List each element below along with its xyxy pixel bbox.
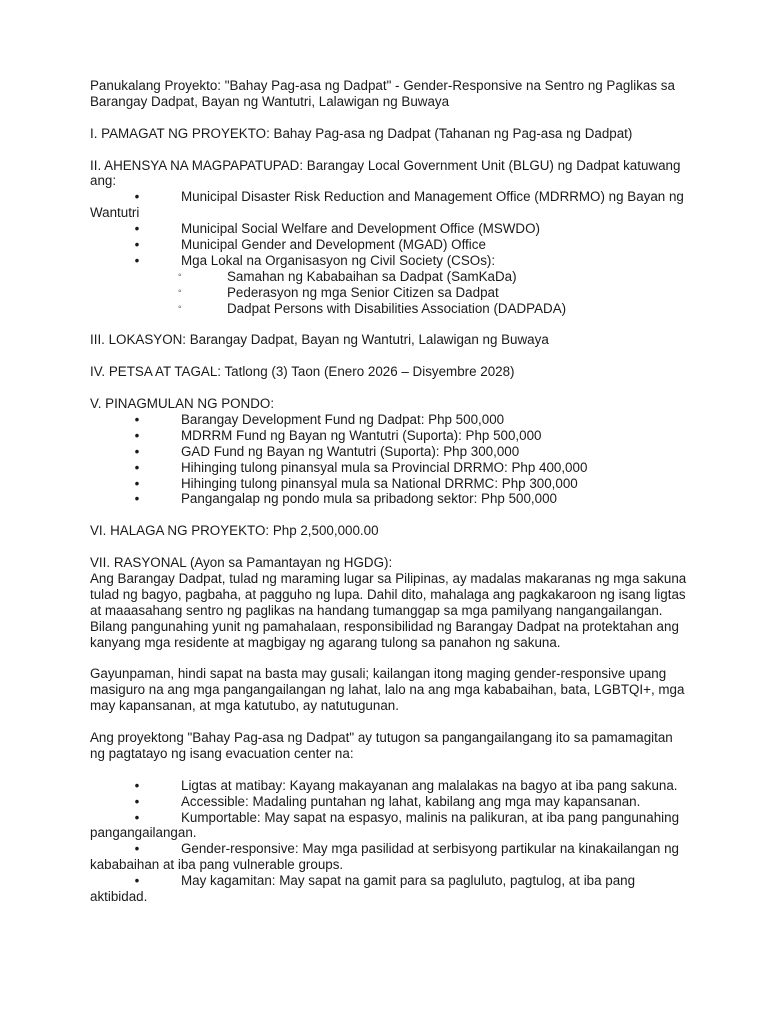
list-item — [90, 428, 690, 444]
bullet-icon: • — [134, 459, 140, 475]
list-item-text: Municipal Gender and Development (MGAD) Office — [181, 237, 486, 253]
list-item — [90, 794, 690, 810]
list-item-text: Kumportable: May sapat na espasyo, malinis na palikuran, at iba pang pangunahing pangangailangan. — [90, 809, 680, 841]
section-pondo-heading: V. PINAGMULAN NG PONDO: — [90, 396, 275, 412]
list-item-text: Mga Lokal na Organisasyon ng Civil Society (CSOs): — [181, 252, 496, 268]
list-item — [90, 491, 690, 507]
list-item-text: Municipal Disaster Risk Reduction and Management Office (MDRRMO) ng Bayan ng Wantutri — [90, 189, 684, 221]
list-item-text: Barangay Development Fund ng Dadpat: Php 500,000 — [181, 411, 505, 427]
list-item — [90, 221, 690, 237]
bullet-icon: • — [134, 411, 140, 427]
rasyonal-paragraph-2: Gayunpaman, hindi sapat na basta may gusali; kailangan itong maging gender-responsive upang masiguro na ang mga pangangailangan ng lahat, lalo na ang mga kababaihan, bata, LGBTQI+, mga may kapansanan, at mga katutubo, ay natutugunan. — [90, 666, 689, 714]
list-item-text: Gender-responsive: May mga pasilidad at serbisyong partikular na kinakailangan ng kababaihan at iba pang vulnerable groups. — [90, 841, 679, 873]
list-item — [90, 873, 690, 905]
list-item — [90, 444, 690, 460]
list-item — [90, 189, 690, 221]
bullet-icon: • — [134, 809, 140, 825]
list-item — [90, 237, 690, 253]
list-item-text: Hihinging tulong pinansyal mula sa National DRRMC: Php 300,000 — [181, 475, 578, 491]
bullet-icon: • — [134, 777, 140, 793]
sub-list-item-text: Samahan ng Kababaihan sa Dadpat (SamKaDa) — [227, 268, 517, 284]
list-item — [90, 460, 690, 476]
list-item-text: Ligtas at matibay: Kayang makayanan ang malalakas na bagyo at iba pang sakuna. — [181, 777, 678, 793]
section-pamagat: I. PAMAGAT NG PROYEKTO: Bahay Pag-asa ng Dadpat (Tahanan ng Pag-asa ng Dadpat) — [90, 125, 633, 141]
list-item — [90, 476, 690, 492]
sub-list-item — [90, 301, 690, 317]
bullet-icon: • — [134, 189, 140, 205]
list-item-text: May kagamitan: May sapat na gamit para sa pagluluto, pagtulog, at iba pang aktibidad. — [90, 873, 636, 905]
rasyonal-paragraph-3: Ang proyektong "Bahay Pag-asa ng Dadpat" ay tutugon sa pangangailangang ito sa pamamagitan ng pagtatayo ng isang evacuation center na: — [90, 730, 677, 761]
section-lokasyon: III. LOKASYON: Barangay Dadpat, Bayan ng Wantutri, Lalawigan ng Buwaya — [90, 332, 549, 348]
list-item-text: Hihinging tulong pinansyal mula sa Provincial DRRMO: Php 400,000 — [181, 459, 588, 475]
bullet-icon: • — [134, 221, 140, 237]
list-item — [90, 810, 690, 842]
hollow-bullet-icon: ◦ — [178, 285, 182, 297]
document-title: Panukalang Proyekto: "Bahay Pag-asa ng Dadpat" - Gender-Responsive na Sentro ng Paglikas sa Barangay Dadpat, Bayan ng Wantutri, Lalawigan ng Buwaya — [90, 78, 679, 109]
section-ahensya-heading: II. AHENSYA NA MAGPAPATUPAD: Barangay Local Government Unit (BLGU) ng Dadpat katuwang ang: — [90, 157, 685, 189]
hollow-bullet-icon: ◦ — [178, 269, 182, 281]
hollow-bullet-icon: ◦ — [178, 301, 182, 313]
bullet-icon: • — [134, 841, 140, 857]
list-item — [90, 412, 690, 428]
sub-list-item-text: Dadpat Persons with Disabilities Association (DADPADA) — [227, 300, 567, 316]
document-body — [90, 78, 690, 905]
bullet-icon: • — [134, 491, 140, 507]
list-item — [90, 778, 690, 794]
sub-list-item-text: Pederasyon ng mga Senior Citizen sa Dadpat — [227, 284, 499, 300]
bullet-icon: • — [134, 252, 140, 268]
bullet-icon: • — [134, 793, 140, 809]
list-item-text: GAD Fund ng Bayan ng Wantutri (Suporta): Php 300,000 — [181, 443, 520, 459]
list-item — [90, 841, 690, 873]
bullet-icon: • — [134, 475, 140, 491]
list-item-text: Pangangalap ng pondo mula sa pribadong sektor: Php 500,000 — [181, 491, 557, 507]
bullet-icon: • — [134, 443, 140, 459]
list-item — [90, 253, 690, 269]
bullet-icon: • — [134, 427, 140, 443]
list-item-text: MDRRM Fund ng Bayan ng Wantutri (Suporta): Php 500,000 — [181, 427, 542, 443]
rasyonal-paragraph-1: Ang Barangay Dadpat, tulad ng maraming lugar sa Pilipinas, ay madalas makaranas ng mga sakuna tulad ng bagyo, pagbaha, at pagguho ng lupa. Dahil dito, mahalaga ang pagkakaroon ng isang ligtas at maaasahang sentro ng paglikas na handang tumanggap sa mga pamilyang nangangailangan. Bilang pangunahing yunit ng pamahalaan, responsibilidad ng Barangay Dadpat na protektahan ang kanyang mga residente at magbigay ng agarang tulong sa panahon ng sakuna. — [90, 570, 690, 650]
section-rasyonal-heading: VII. RASYONAL (Ayon sa Pamantayan ng HGDG): — [90, 555, 393, 571]
section-halaga: VI. HALAGA NG PROYEKTO: Php 2,500,000.00 — [90, 523, 379, 539]
bullet-icon: • — [134, 873, 140, 889]
list-item-text: Accessible: Madaling puntahan ng lahat, kabilang ang mga may kapansanan. — [181, 793, 641, 809]
sub-list-item — [90, 285, 690, 301]
list-item-text: Municipal Social Welfare and Development Office (MSWDO) — [181, 221, 540, 237]
sub-list-item — [90, 269, 690, 285]
bullet-icon: • — [134, 237, 140, 253]
section-petsa: IV. PETSA AT TAGAL: Tatlong (3) Taon (Enero 2026 – Disyembre 2028) — [90, 364, 515, 380]
